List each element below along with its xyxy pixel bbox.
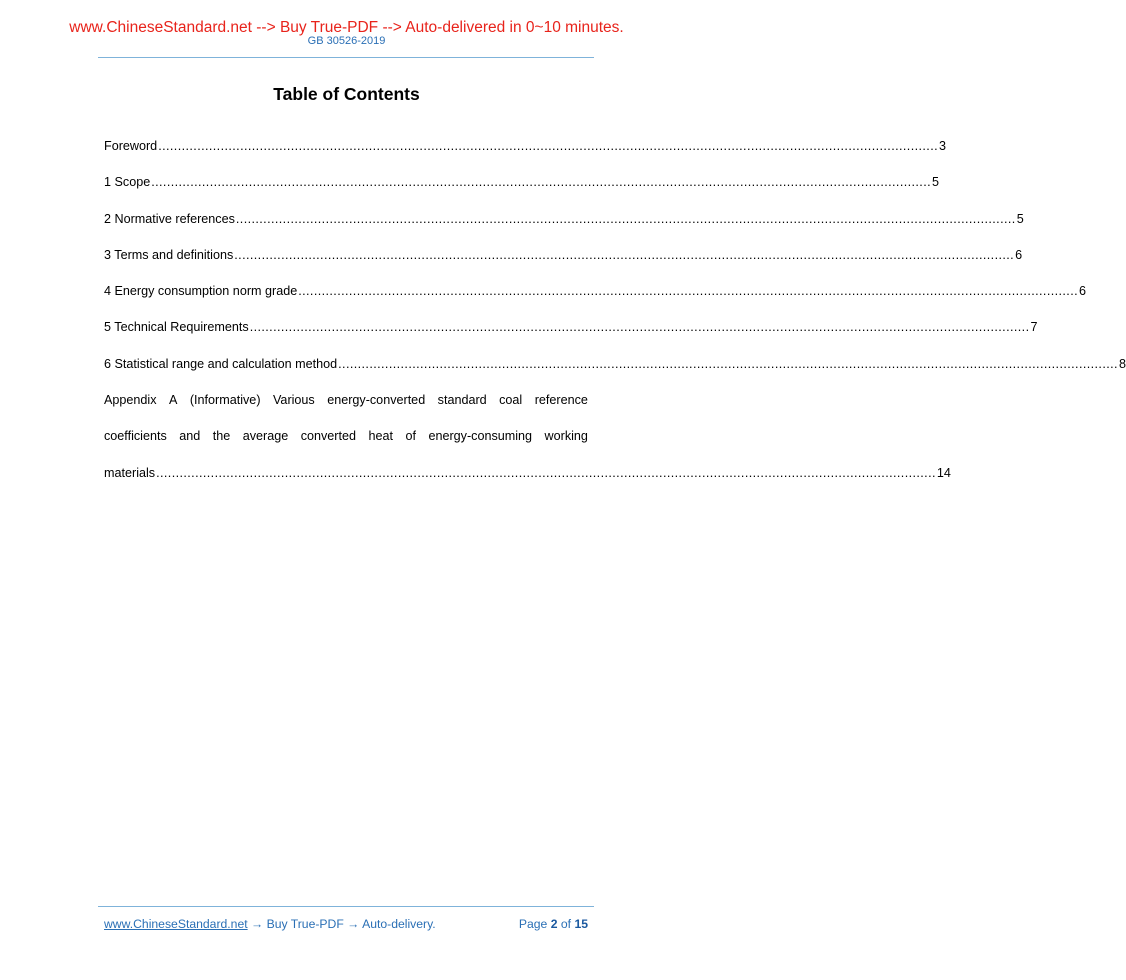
footer-site-link[interactable]: www.ChineseStandard.net [104,917,248,931]
toc-leader-dots: ........................................................................................................................................................................................................ [234,247,1015,262]
toc-entry-page: 6 [1015,247,1023,262]
toc-entry-label: 4 Energy consumption norm grade [104,284,298,299]
document-id: GB 30526-2019 [307,35,386,47]
toc-entry[interactable] [104,246,1023,282]
toc-leader-dots: ........................................................................................................................................................................................................ [249,320,1030,335]
toc-appendix-word: reference [534,393,588,408]
toc-entry-page: 5 [932,175,940,190]
toc-entry-label: 3 Terms and definitions [104,247,234,262]
toc-entry-label: 1 Scope [104,175,151,190]
toc-appendix-word: Appendix [104,393,157,408]
toc-appendix-word: Various [272,393,315,408]
toc-appendix-word: and [179,429,201,444]
toc-appendix-word: (Informative) [189,393,261,408]
toc-appendix-line[interactable] [104,391,588,427]
toc-appendix-word: converted [300,429,357,444]
toc-entry-label: 5 Technical Requirements [104,320,249,335]
toc-appendix-word: working [544,429,588,444]
toc-entry[interactable] [104,282,1087,318]
toc-appendix-word: of [405,429,416,444]
footer-promo [104,916,436,932]
toc-entry[interactable] [104,137,947,173]
toc-appendix-word: standard [437,393,487,408]
toc-entry[interactable] [104,464,951,500]
toc-appendix-word: the [212,429,231,444]
toc-leader-dots: ........................................................................................................................................................................................................ [235,211,1016,226]
toc-leader-dots: ........................................................................................................................................................................................................ [151,175,932,190]
toc-entry-page: 7 [1030,320,1038,335]
toc-entry[interactable] [104,318,1038,354]
page-title: Table of Contents [273,84,420,104]
toc-appendix-word: average [242,429,289,444]
page-word: Page [518,917,548,931]
header-rule [98,57,594,58]
page-footer [104,916,588,932]
footer-rule [98,906,594,907]
toc-entry[interactable] [104,210,1024,246]
toc-entry[interactable] [104,355,1126,391]
toc-entry-label: materials [104,465,156,480]
toc-entry-page: 8 [1118,356,1126,371]
header-banner: www.ChineseStandard.net --> Buy True-PDF --> Auto-delivered in 0~10 minutes. [69,19,624,36]
toc-leader-dots: ........................................................................................................................................................................................................ [298,284,1079,299]
current-page-number: 2 [550,917,558,931]
toc-entry-page: 3 [939,139,947,153]
toc-appendix-word: heat [368,429,393,444]
toc-leader-dots: ........................................................................................................................................................................................................ [158,139,938,153]
of-word: of [560,917,572,931]
toc-entry-label: 2 Normative references [104,211,235,226]
page-indicator [519,916,588,932]
footer-promo-text: → Buy True-PDF → Auto-delivery. [247,917,436,931]
toc-entry[interactable] [104,173,940,209]
toc-appendix-word: coefficients [104,429,167,444]
toc-appendix-word: A [168,393,178,408]
total-pages-number: 15 [574,917,588,931]
toc-appendix-word: energy-converted [327,393,426,408]
toc-appendix-line[interactable] [104,427,588,463]
toc-entry-page: 5 [1016,211,1024,226]
toc-entry-page: 14 [936,465,951,480]
toc-entry-page: 6 [1079,284,1087,299]
toc-entry-label: Foreword [104,139,158,153]
toc-entry-label: 6 Statistical range and calculation method [104,356,338,371]
toc-leader-dots: ........................................................................................................................................................................................................ [156,465,936,480]
toc-leader-dots: ........................................................................................................................................................................................................ [338,356,1118,371]
table-of-contents [104,137,1126,500]
toc-appendix-word: coal [499,393,523,408]
toc-appendix-word: energy-consuming [428,429,533,444]
